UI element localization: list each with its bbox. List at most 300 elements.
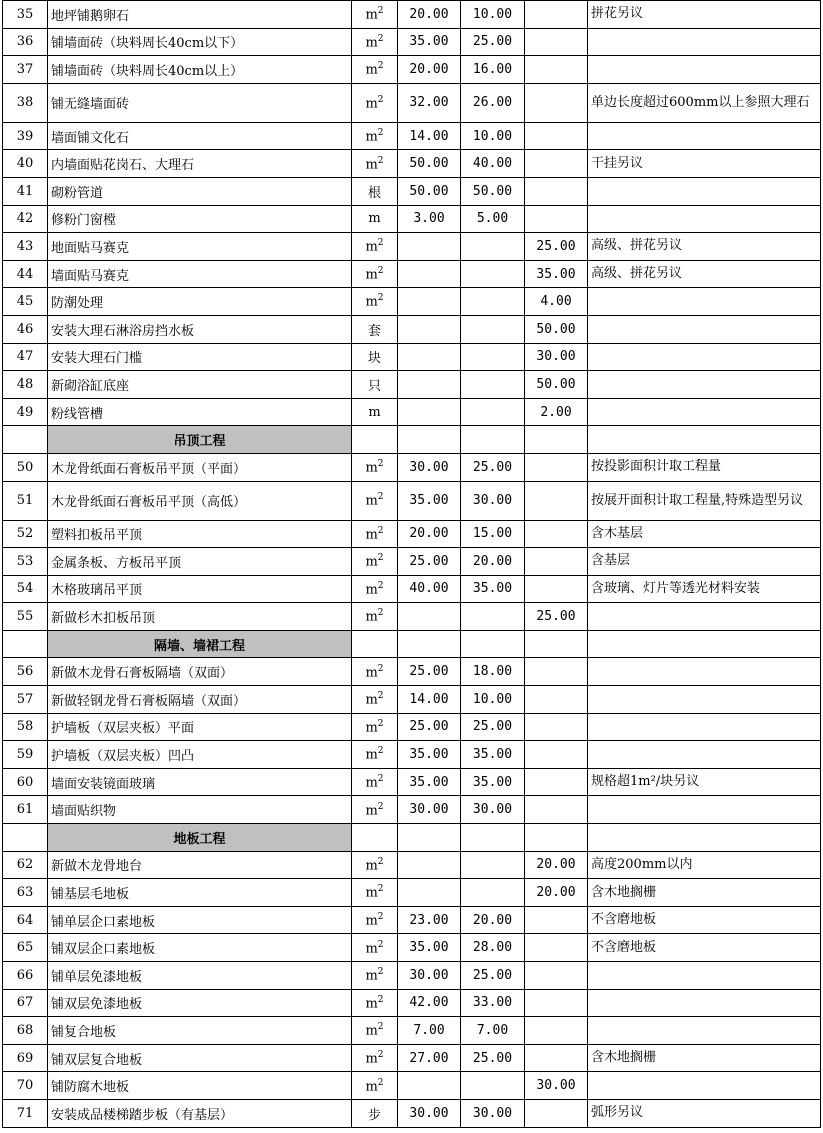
note-cell: 高级、拼花另议 <box>588 260 821 288</box>
row-number-cell: 39 <box>3 122 48 150</box>
price-b-cell: 25.00 <box>461 28 525 56</box>
note-cell <box>588 686 821 714</box>
table-row <box>3 796 821 824</box>
item-name-cell: 铺无缝墙面砖 <box>48 83 352 122</box>
price-b-cell <box>461 603 525 631</box>
row-number-cell: 62 <box>3 851 48 879</box>
price-c-cell <box>525 686 588 714</box>
table-body <box>3 1 821 1128</box>
price-b-cell: 25.00 <box>461 713 525 741</box>
unit-cell: 根 <box>352 177 398 205</box>
row-number-cell: 49 <box>3 398 48 426</box>
unit-cell: 块 <box>352 343 398 371</box>
item-name-cell: 铺墙面砖（块料周长40cm以下） <box>48 28 352 56</box>
price-c-cell <box>525 83 588 122</box>
price-b-cell: 28.00 <box>461 934 525 962</box>
unit-cell: $m^2$ <box>352 481 398 520</box>
price-c-cell <box>525 1 588 29</box>
price-b-cell: 20.00 <box>461 548 525 576</box>
item-name-cell: 内墙面贴花岗石、大理石 <box>48 150 352 178</box>
price-b-cell <box>461 1072 525 1100</box>
price-b-cell: 10.00 <box>461 1 525 29</box>
table-row <box>3 260 821 288</box>
row-number-cell: 70 <box>3 1072 48 1100</box>
unit-cell: $m^2$ <box>352 56 398 84</box>
note-cell <box>588 343 821 371</box>
price-b-cell: 26.00 <box>461 83 525 122</box>
price-a-cell: 35.00 <box>398 934 461 962</box>
item-name-cell: 防潮处理 <box>48 288 352 316</box>
price-b-cell: 30.00 <box>461 796 525 824</box>
row-number-cell: 63 <box>3 879 48 907</box>
price-c-cell: 2.00 <box>525 398 588 426</box>
item-name-cell: 护墙板（双层夹板）平面 <box>48 713 352 741</box>
price-c-cell: 25.00 <box>525 233 588 261</box>
item-name-cell: 安装大理石淋浴房挡水板 <box>48 315 352 343</box>
price-c-cell <box>525 150 588 178</box>
unit-cell: $m^2$ <box>352 575 398 603</box>
item-name-cell: 粉线管槽 <box>48 398 352 426</box>
price-c-cell <box>525 177 588 205</box>
price-c-cell <box>525 122 588 150</box>
unit-cell: $m^2$ <box>352 989 398 1017</box>
price-b-cell <box>461 288 525 316</box>
row-number-cell: 52 <box>3 520 48 548</box>
price-a-cell: 50.00 <box>398 150 461 178</box>
note-cell: 含木基层 <box>588 520 821 548</box>
table-row <box>3 658 821 686</box>
note-cell <box>588 1017 821 1045</box>
note-cell <box>588 824 821 852</box>
table-row <box>3 398 821 426</box>
table-row <box>3 686 821 714</box>
price-b-cell: 10.00 <box>461 122 525 150</box>
price-c-cell <box>525 28 588 56</box>
row-number-cell: 55 <box>3 603 48 631</box>
unit-cell: $m^2$ <box>352 713 398 741</box>
item-name-cell: 安装大理石门槛 <box>48 343 352 371</box>
table-row <box>3 1099 821 1127</box>
table-row <box>3 1072 821 1100</box>
row-number-cell: 47 <box>3 343 48 371</box>
unit-cell: $m^2$ <box>352 658 398 686</box>
unit-cell: $m^2$ <box>352 879 398 907</box>
price-c-cell <box>525 205 588 233</box>
price-c-cell: 50.00 <box>525 315 588 343</box>
qty-cell <box>461 426 525 454</box>
price-c-cell <box>525 453 588 481</box>
note-cell: 不含磨地板 <box>588 934 821 962</box>
price-a-cell <box>398 288 461 316</box>
unit-cell: $m^2$ <box>352 1 398 29</box>
price-b-cell <box>461 343 525 371</box>
price-b-cell: 35.00 <box>461 768 525 796</box>
price-c-cell <box>525 1044 588 1072</box>
unit-cell: $m^2$ <box>352 548 398 576</box>
unit-cell: $m^2$ <box>352 768 398 796</box>
table-row <box>3 741 821 769</box>
row-number-cell: 46 <box>3 315 48 343</box>
price-c-cell <box>525 658 588 686</box>
price-b-cell: 15.00 <box>461 520 525 548</box>
item-name-cell: 木龙骨纸面石膏板吊平顶（高低） <box>48 481 352 520</box>
price-b-cell: 25.00 <box>461 962 525 990</box>
price-b-cell: 10.00 <box>461 686 525 714</box>
note-cell <box>588 426 821 454</box>
price-b-cell: 7.00 <box>461 1017 525 1045</box>
price-c-cell <box>525 934 588 962</box>
table-row <box>3 481 821 520</box>
unit-cell: m <box>352 205 398 233</box>
price-a-cell: 30.00 <box>398 453 461 481</box>
unit-cell: $m^2$ <box>352 83 398 122</box>
table-row <box>3 575 821 603</box>
item-name-cell: 墙面贴马赛克 <box>48 260 352 288</box>
row-number-cell: 44 <box>3 260 48 288</box>
table-row <box>3 177 821 205</box>
price-c-cell <box>525 520 588 548</box>
price-c-cell: 20.00 <box>525 851 588 879</box>
price-a-cell <box>398 851 461 879</box>
item-name-cell: 砌粉管道 <box>48 177 352 205</box>
row-number-cell <box>3 426 48 454</box>
unit-cell <box>352 824 398 852</box>
price-b-cell: 18.00 <box>461 658 525 686</box>
table-row <box>3 851 821 879</box>
row-number-cell: 56 <box>3 658 48 686</box>
price-a-cell <box>398 260 461 288</box>
price-a-cell: 25.00 <box>398 548 461 576</box>
item-name-cell: 安装成品楼梯踏步板（有基层） <box>48 1099 352 1127</box>
price-c-cell <box>525 989 588 1017</box>
item-name-cell: 新做杉木扣板吊顶 <box>48 603 352 631</box>
note-cell: 不含磨地板 <box>588 906 821 934</box>
price-b-cell <box>461 233 525 261</box>
row-number-cell: 57 <box>3 686 48 714</box>
row-number-cell: 71 <box>3 1099 48 1127</box>
table-row <box>3 879 821 907</box>
price-c-cell: 35.00 <box>525 260 588 288</box>
price-a-cell: 35.00 <box>398 768 461 796</box>
table-row <box>3 315 821 343</box>
table-row <box>3 371 821 399</box>
note-cell: 干挂另议 <box>588 150 821 178</box>
note-cell <box>588 177 821 205</box>
price-table <box>2 0 821 1128</box>
row-number-cell: 45 <box>3 288 48 316</box>
price-b-cell: 30.00 <box>461 1099 525 1127</box>
item-name-cell: 铺双层复合地板 <box>48 1044 352 1072</box>
price-a-cell: 35.00 <box>398 481 461 520</box>
item-name-cell: 新做木龙骨地台 <box>48 851 352 879</box>
table-row <box>3 56 821 84</box>
price-b-cell: 25.00 <box>461 453 525 481</box>
table-row <box>3 962 821 990</box>
note-cell <box>588 28 821 56</box>
item-name-cell: 新做木龙骨石膏板隔墙（双面） <box>48 658 352 686</box>
note-cell <box>588 741 821 769</box>
unit-cell: $m^2$ <box>352 741 398 769</box>
price-a-cell: 20.00 <box>398 520 461 548</box>
price-c-cell <box>525 713 588 741</box>
price-a-cell <box>398 233 461 261</box>
item-name-cell: 塑料扣板吊平顶 <box>48 520 352 548</box>
row-number-cell: 36 <box>3 28 48 56</box>
item-name-cell: 地坪铺鹅卵石 <box>48 1 352 29</box>
table-row <box>3 1017 821 1045</box>
row-number-cell <box>3 824 48 852</box>
price-a-cell: 30.00 <box>398 1099 461 1127</box>
table-row <box>3 83 821 122</box>
table-row <box>3 453 821 481</box>
price-b-cell <box>461 371 525 399</box>
note-cell: 含玻璃、灯片等透光材料安装 <box>588 575 821 603</box>
note-cell: 高度200mm以内 <box>588 851 821 879</box>
price-b-cell: 50.00 <box>461 177 525 205</box>
table-row <box>3 768 821 796</box>
item-name-cell: 地面贴马赛克 <box>48 233 352 261</box>
note-cell: 拼花另议 <box>588 1 821 29</box>
row-number-cell: 37 <box>3 56 48 84</box>
price-c-cell: 50.00 <box>525 371 588 399</box>
table-row <box>3 1 821 29</box>
price-b-cell: 5.00 <box>461 205 525 233</box>
price-a-cell: 40.00 <box>398 575 461 603</box>
price-c-cell <box>525 1017 588 1045</box>
price-a-cell: 7.00 <box>398 1017 461 1045</box>
price-b-cell: 20.00 <box>461 906 525 934</box>
qty-cell <box>525 630 588 658</box>
price-a-cell <box>398 1072 461 1100</box>
price-b-cell <box>461 879 525 907</box>
qty-cell <box>525 426 588 454</box>
price-a-cell: 14.00 <box>398 122 461 150</box>
price-c-cell <box>525 906 588 934</box>
price-a-cell: 50.00 <box>398 177 461 205</box>
unit-cell: $m^2$ <box>352 288 398 316</box>
table-row <box>3 28 821 56</box>
qty-cell <box>525 824 588 852</box>
row-number-cell: 60 <box>3 768 48 796</box>
price-a-cell <box>398 603 461 631</box>
price-a-cell: 25.00 <box>398 713 461 741</box>
item-name-cell: 墙面贴织物 <box>48 796 352 824</box>
price-b-cell: 25.00 <box>461 1044 525 1072</box>
price-c-cell <box>525 548 588 576</box>
price-a-cell: 32.00 <box>398 83 461 122</box>
item-name-cell: 新砌浴缸底座 <box>48 371 352 399</box>
price-b-cell: 16.00 <box>461 56 525 84</box>
price-a-cell <box>398 371 461 399</box>
note-cell <box>588 658 821 686</box>
row-number-cell: 42 <box>3 205 48 233</box>
price-c-cell: 30.00 <box>525 343 588 371</box>
unit-cell <box>352 426 398 454</box>
unit-cell: $m^2$ <box>352 934 398 962</box>
price-b-cell <box>461 398 525 426</box>
price-a-cell <box>398 343 461 371</box>
unit-cell: $m^2$ <box>352 260 398 288</box>
note-cell: 含木地搁栅 <box>588 879 821 907</box>
table-row <box>3 934 821 962</box>
unit-cell: 只 <box>352 371 398 399</box>
section-header-row <box>3 824 821 852</box>
unit-cell: $m^2$ <box>352 1017 398 1045</box>
note-cell <box>588 122 821 150</box>
note-cell: 规格超1m²/块另议 <box>588 768 821 796</box>
item-name-cell: 修粉门窗樘 <box>48 205 352 233</box>
price-b-cell: 33.00 <box>461 989 525 1017</box>
row-number-cell: 68 <box>3 1017 48 1045</box>
price-a-cell: 23.00 <box>398 906 461 934</box>
row-number-cell: 65 <box>3 934 48 962</box>
unit-cell: $m^2$ <box>352 906 398 934</box>
row-number-cell: 59 <box>3 741 48 769</box>
price-a-cell: 20.00 <box>398 1 461 29</box>
row-number-cell: 53 <box>3 548 48 576</box>
price-c-cell <box>525 741 588 769</box>
row-number-cell: 38 <box>3 83 48 122</box>
price-a-cell: 30.00 <box>398 962 461 990</box>
unit-cell: $m^2$ <box>352 520 398 548</box>
note-cell <box>588 603 821 631</box>
row-number-cell: 41 <box>3 177 48 205</box>
price-c-cell <box>525 796 588 824</box>
price-a-cell: 35.00 <box>398 741 461 769</box>
row-number-cell: 54 <box>3 575 48 603</box>
unit-cell: $m^2$ <box>352 28 398 56</box>
note-cell <box>588 713 821 741</box>
item-name-cell: 木格玻璃吊平顶 <box>48 575 352 603</box>
price-c-cell: 20.00 <box>525 879 588 907</box>
price-b-cell <box>461 315 525 343</box>
price-a-cell <box>398 879 461 907</box>
table-row <box>3 122 821 150</box>
item-name-cell: 铺复合地板 <box>48 1017 352 1045</box>
price-a-cell: 3.00 <box>398 205 461 233</box>
price-a-cell: 25.00 <box>398 658 461 686</box>
unit-cell: $m^2$ <box>352 1072 398 1100</box>
section-title: 吊顶工程 <box>48 426 352 454</box>
price-c-cell: 4.00 <box>525 288 588 316</box>
note-cell <box>588 962 821 990</box>
price-c-cell <box>525 962 588 990</box>
row-number-cell: 69 <box>3 1044 48 1072</box>
unit-cell: $m^2$ <box>352 851 398 879</box>
unit-cell: $m^2$ <box>352 453 398 481</box>
section-title: 隔墙、墙裙工程 <box>48 630 352 658</box>
row-number-cell: 43 <box>3 233 48 261</box>
price-b-cell <box>461 851 525 879</box>
item-name-cell: 金属条板、方板吊平顶 <box>48 548 352 576</box>
item-name-cell: 铺单层企口素地板 <box>48 906 352 934</box>
item-name-cell: 墙面安装镜面玻璃 <box>48 768 352 796</box>
note-cell <box>588 371 821 399</box>
table-row <box>3 150 821 178</box>
section-header-row <box>3 426 821 454</box>
section-header-row <box>3 630 821 658</box>
item-name-cell: 墙面铺文化石 <box>48 122 352 150</box>
price-a-cell <box>398 398 461 426</box>
item-name-cell: 护墙板（双层夹板）凹凸 <box>48 741 352 769</box>
row-number-cell: 51 <box>3 481 48 520</box>
table-row <box>3 520 821 548</box>
price-a-cell: 42.00 <box>398 989 461 1017</box>
price-c-cell <box>525 575 588 603</box>
qty-cell <box>461 824 525 852</box>
note-cell <box>588 205 821 233</box>
price-a-cell: 14.00 <box>398 686 461 714</box>
note-cell <box>588 56 821 84</box>
price-b-cell <box>461 260 525 288</box>
note-cell <box>588 796 821 824</box>
note-cell: 含木地搁栅 <box>588 1044 821 1072</box>
qty-cell <box>398 630 461 658</box>
price-a-cell <box>398 315 461 343</box>
row-number-cell: 61 <box>3 796 48 824</box>
table-row <box>3 603 821 631</box>
table-row <box>3 548 821 576</box>
price-c-cell: 25.00 <box>525 603 588 631</box>
note-cell: 单边长度超过600mm以上参照大理石 <box>588 83 821 122</box>
unit-cell: $m^2$ <box>352 796 398 824</box>
price-c-cell <box>525 56 588 84</box>
item-name-cell: 铺基层毛地板 <box>48 879 352 907</box>
item-name-cell: 铺单层免漆地板 <box>48 962 352 990</box>
table-row <box>3 205 821 233</box>
price-a-cell: 27.00 <box>398 1044 461 1072</box>
note-cell: 含基层 <box>588 548 821 576</box>
row-number-cell <box>3 630 48 658</box>
price-c-cell <box>525 481 588 520</box>
item-name-cell: 铺双层免漆地板 <box>48 989 352 1017</box>
table-row <box>3 343 821 371</box>
unit-cell: $m^2$ <box>352 122 398 150</box>
note-cell <box>588 1072 821 1100</box>
row-number-cell: 50 <box>3 453 48 481</box>
table-row <box>3 288 821 316</box>
item-name-cell: 铺防腐木地板 <box>48 1072 352 1100</box>
qty-cell <box>398 824 461 852</box>
price-c-cell <box>525 768 588 796</box>
row-number-cell: 48 <box>3 371 48 399</box>
item-name-cell: 铺双层企口素地板 <box>48 934 352 962</box>
price-a-cell: 30.00 <box>398 796 461 824</box>
table-row <box>3 713 821 741</box>
note-cell: 弧形另议 <box>588 1099 821 1127</box>
row-number-cell: 66 <box>3 962 48 990</box>
price-b-cell: 35.00 <box>461 741 525 769</box>
item-name-cell: 铺墙面砖（块料周长40cm以上） <box>48 56 352 84</box>
note-cell <box>588 630 821 658</box>
table-row <box>3 989 821 1017</box>
item-name-cell: 木龙骨纸面石膏板吊平顶（平面） <box>48 453 352 481</box>
unit-cell: $m^2$ <box>352 150 398 178</box>
section-title: 地板工程 <box>48 824 352 852</box>
note-cell: 按投影面积计取工程量 <box>588 453 821 481</box>
unit-cell: $m^2$ <box>352 686 398 714</box>
price-b-cell: 35.00 <box>461 575 525 603</box>
unit-cell: m <box>352 398 398 426</box>
price-a-cell: 35.00 <box>398 28 461 56</box>
qty-cell <box>398 426 461 454</box>
unit-cell: $m^2$ <box>352 1044 398 1072</box>
price-c-cell <box>525 1099 588 1127</box>
note-cell <box>588 288 821 316</box>
qty-cell <box>461 630 525 658</box>
price-a-cell: 20.00 <box>398 56 461 84</box>
unit-cell <box>352 630 398 658</box>
